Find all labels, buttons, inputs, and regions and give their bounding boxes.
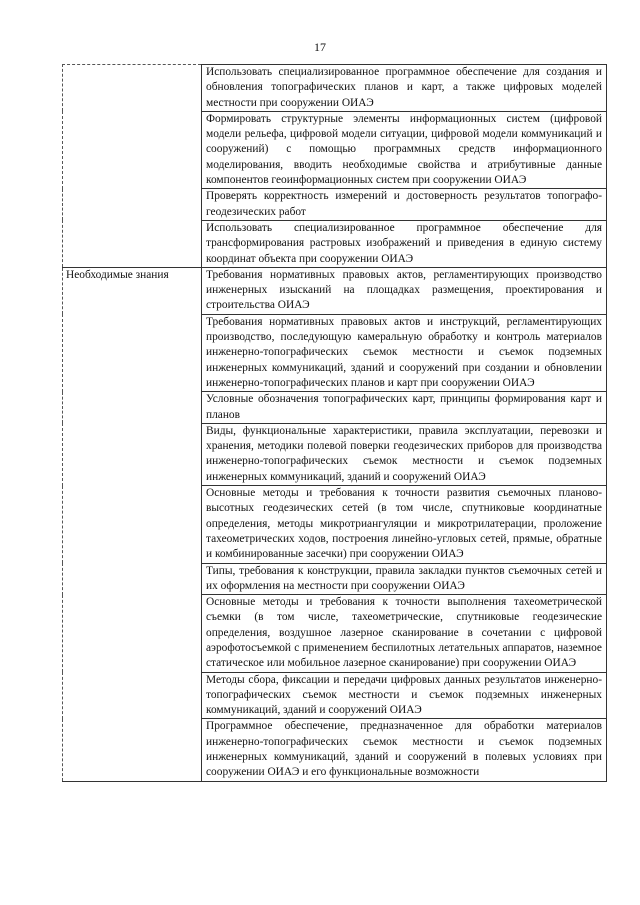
table-row [63,65,607,112]
knowledge-cell: Виды, функциональные характеристики, правила эксплуатации, перевозки и хранения, методики полевой поверки геодезических приборов для производства инженерно-топографических съемок местности и съемок подземных инженерных коммуникаций, зданий и сооружений ОИАЭ [202,423,607,485]
knowledge-cell: Типы, требования к конструкции, правила закладки пунктов съемочных сетей и их оформления на местности при сооружении ОИАЭ [202,563,607,595]
knowledge-cell: Программное обеспечение, предназначенное для обработки материалов инженерно-топографических съемок местности и съемок подземных инженерных коммуникаций, зданий и сооружений в полевых условиях при сооружении ОИАЭ и его функциональные возможности [202,719,607,781]
knowledge-cell: Требования нормативных правовых актов, регламентирующих производство инженерных изысканий на площадках размещения, проектирования и строительства ОИАЭ [202,267,607,314]
knowledge-cell: Основные методы и требования к точности выполнения тахеометрической съемки (в том числе, тахеометрические, спутниковые геодезические определения, воздушное лазерное сканирование в сочетании с цифровой аэрофотосъемкой с применением беспилотных летательных аппаратов, наземное статическое или мобильное лазерное сканирование) при сооружении ОИАЭ [202,595,607,672]
knowledge-cell: Основные методы и требования к точности развития съемочных планово-высотных геодезических сетей (в том числе, спутниковые координатные определения, методы микротриангуляции и микротрилатерации, проложение тахеометрических ходов, построения линейно-угловых сетей, прямые, обратные и комбинированные засечки) при сооружении ОИАЭ [202,486,607,563]
knowledge-label-cell: Необходимые знания [63,267,202,781]
page-number: 17 [314,40,326,54]
skill-cell: Использовать специализированное программное обеспечение для трансформирования растровых изображений и приведения в единую систему координат объекта при сооружении ОИАЭ [202,220,607,267]
skill-cell: Формировать структурные элементы информационных систем (цифровой модели рельефа, цифровой модели ситуации, цифровой модели коммуникаций и сооружений) с помощью программных средств информационного моделирования, вводить необходимые свойства и атрибутивные данные компонентов геоинформационных систем при сооружении ОИАЭ [202,111,607,188]
table-row [63,267,607,314]
empty-label-cell [63,65,202,268]
competency-table [62,64,607,782]
skill-cell: Проверять корректность измерений и достоверность результатов топографо-геодезических работ [202,189,607,221]
knowledge-cell: Условные обозначения топографических карт, принципы формирования карт и планов [202,392,607,424]
knowledge-cell: Требования нормативных правовых актов и инструкций, регламентирующих производство, последующую камеральную обработку и контроль материалов инженерно-топографических съемок местности и съемок подземных инженерных коммуникаций, зданий и сооружений при создании и обновлении инженерно-топографических планов и карт при сооружении ОИАЭ [202,314,607,391]
knowledge-cell: Методы сбора, фиксации и передачи цифровых данных результатов инженерно-топографических съемок местности и съемок подземных инженерных коммуникаций, зданий и сооружений ОИАЭ [202,672,607,719]
skill-cell: Использовать специализированное программное обеспечение для создания и обновления топографических планов и карт, а также цифровых моделей местности при сооружении ОИАЭ [202,65,607,112]
